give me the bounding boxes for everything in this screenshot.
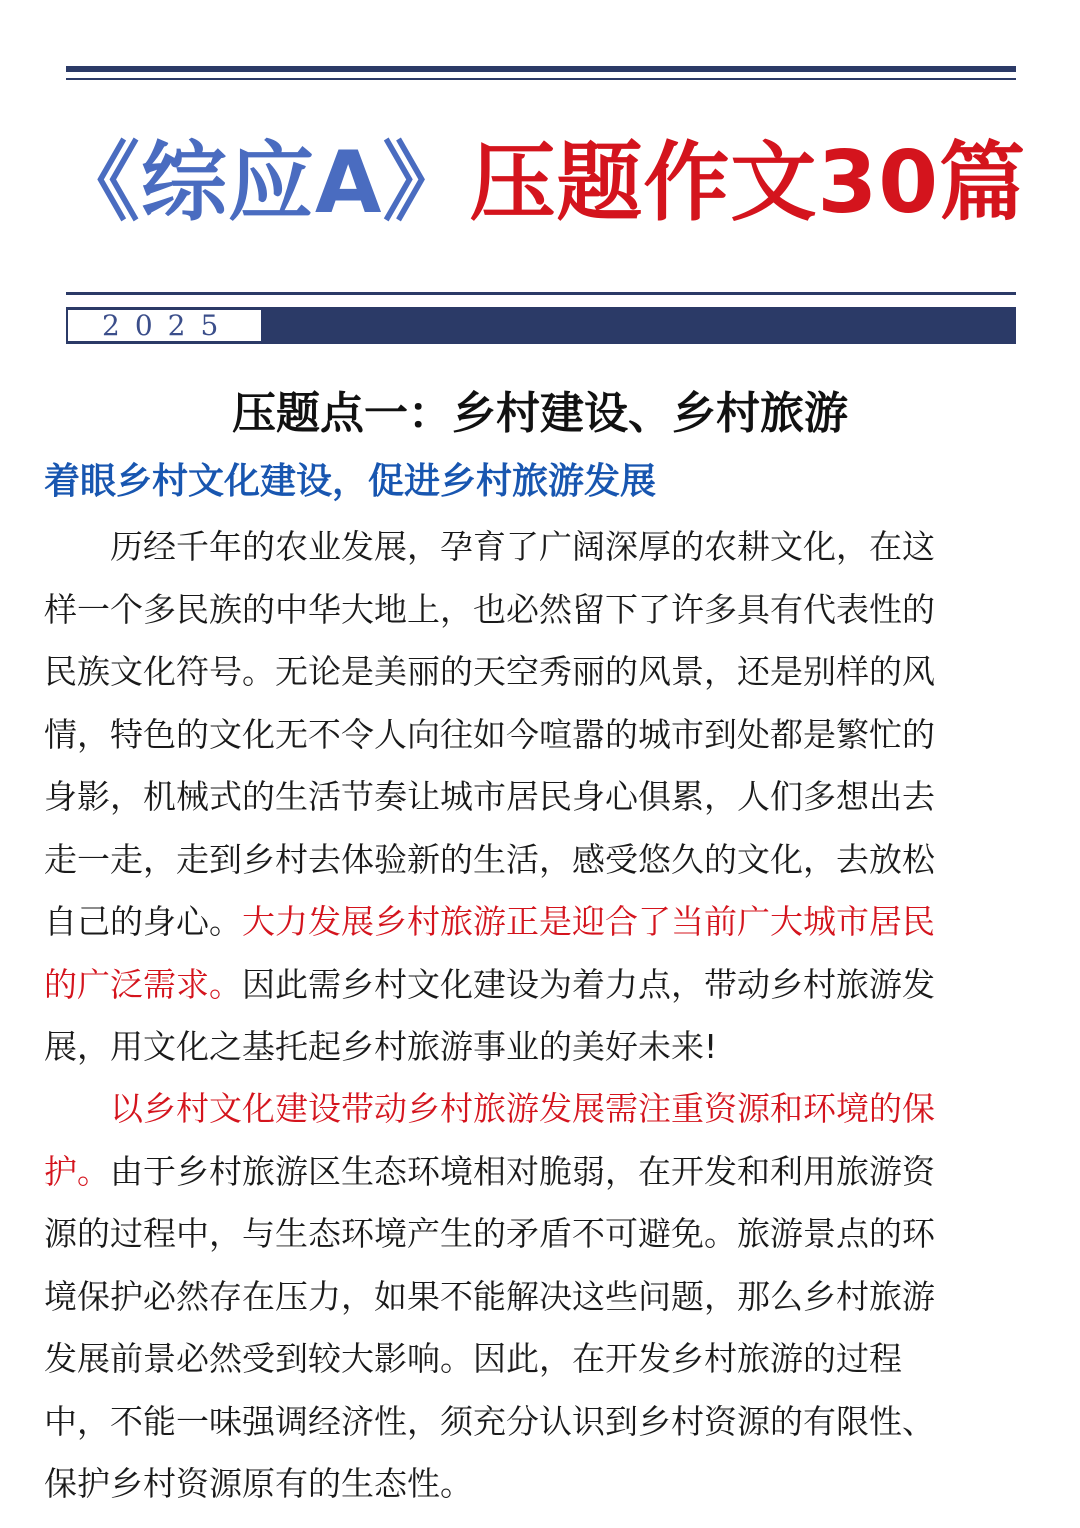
paragraph-line: 源的过程中，与生态环境产生的矛盾不可避免。旅游景点的环 (44, 1214, 935, 1253)
paragraph-line: 境保护必然存在压力，如果不能解决这些问题，那么乡村旅游 (44, 1276, 935, 1316)
title-blue-part: 《综应A》 (53, 133, 470, 233)
title-red-part: 压题作文30篇 (469, 133, 1027, 233)
paragraph-line: 保护乡村资源原有的生态性。 (44, 1464, 473, 1503)
year-label: 2025 (68, 310, 261, 341)
paragraph-line: 发展前景必然受到较大影响。因此，在开发乡村旅游的过程 (44, 1339, 902, 1378)
paragraph-line: 走一走，走到乡村去体验新的生活，感受悠久的文化，去放松 (44, 839, 935, 879)
paragraph-1 (44, 516, 1039, 1079)
highlighted-sentence: 护。 (44, 1151, 110, 1191)
paragraph-line: 民族文化符号。无论是美丽的天空秀丽的风景，还是别样的风 (44, 652, 935, 691)
article-subheading: 着眼乡村文化建设，促进乡村旅游发展 (44, 461, 657, 502)
paragraph-line: 因此需乡村文化建设为着力点，带动乡村旅游发 (242, 964, 935, 1004)
year-bar (66, 307, 1016, 344)
highlighted-sentence: 的广泛需求。 (44, 964, 242, 1004)
paragraph-line: 展，用文化之基托起乡村旅游事业的美好未来! (44, 1027, 718, 1066)
top-rule-thin (66, 78, 1016, 80)
top-rule-thick (66, 66, 1016, 72)
mid-rule-thin (66, 292, 1016, 295)
paragraph-line: 身影，机械式的生活节奏让城市居民身心俱累，人们多想出去 (44, 777, 935, 816)
paragraph-line: 自己的身心。 (44, 902, 242, 941)
section-heading: 压题点一：乡村建设、乡村旅游 (232, 388, 848, 439)
paragraph-line: 情，特色的文化无不令人向往如今喧嚣的城市到处都是繁忙的 (44, 714, 935, 754)
highlighted-sentence: 以乡村文化建设带动乡村旅游发展需注重资源和环境的保 (44, 1089, 935, 1128)
paragraph-2 (44, 1078, 1039, 1516)
paragraph-line: 历经千年的农业发展，孕育了广阔深厚的农耕文化，在这 (44, 527, 935, 566)
page-title (0, 128, 1080, 238)
paragraph-line: 中，不能一味强调经济性，须充分认识到乡村资源的有限性、 (44, 1401, 935, 1441)
paragraph-line: 样一个多民族的中华大地上，也必然留下了许多具有代表性的 (44, 589, 935, 629)
highlighted-sentence: 大力发展乡村旅游正是迎合了当前广大城市居民 (242, 902, 935, 941)
paragraph-line: 由于乡村旅游区生态环境相对脆弱，在开发和利用旅游资 (110, 1151, 935, 1191)
